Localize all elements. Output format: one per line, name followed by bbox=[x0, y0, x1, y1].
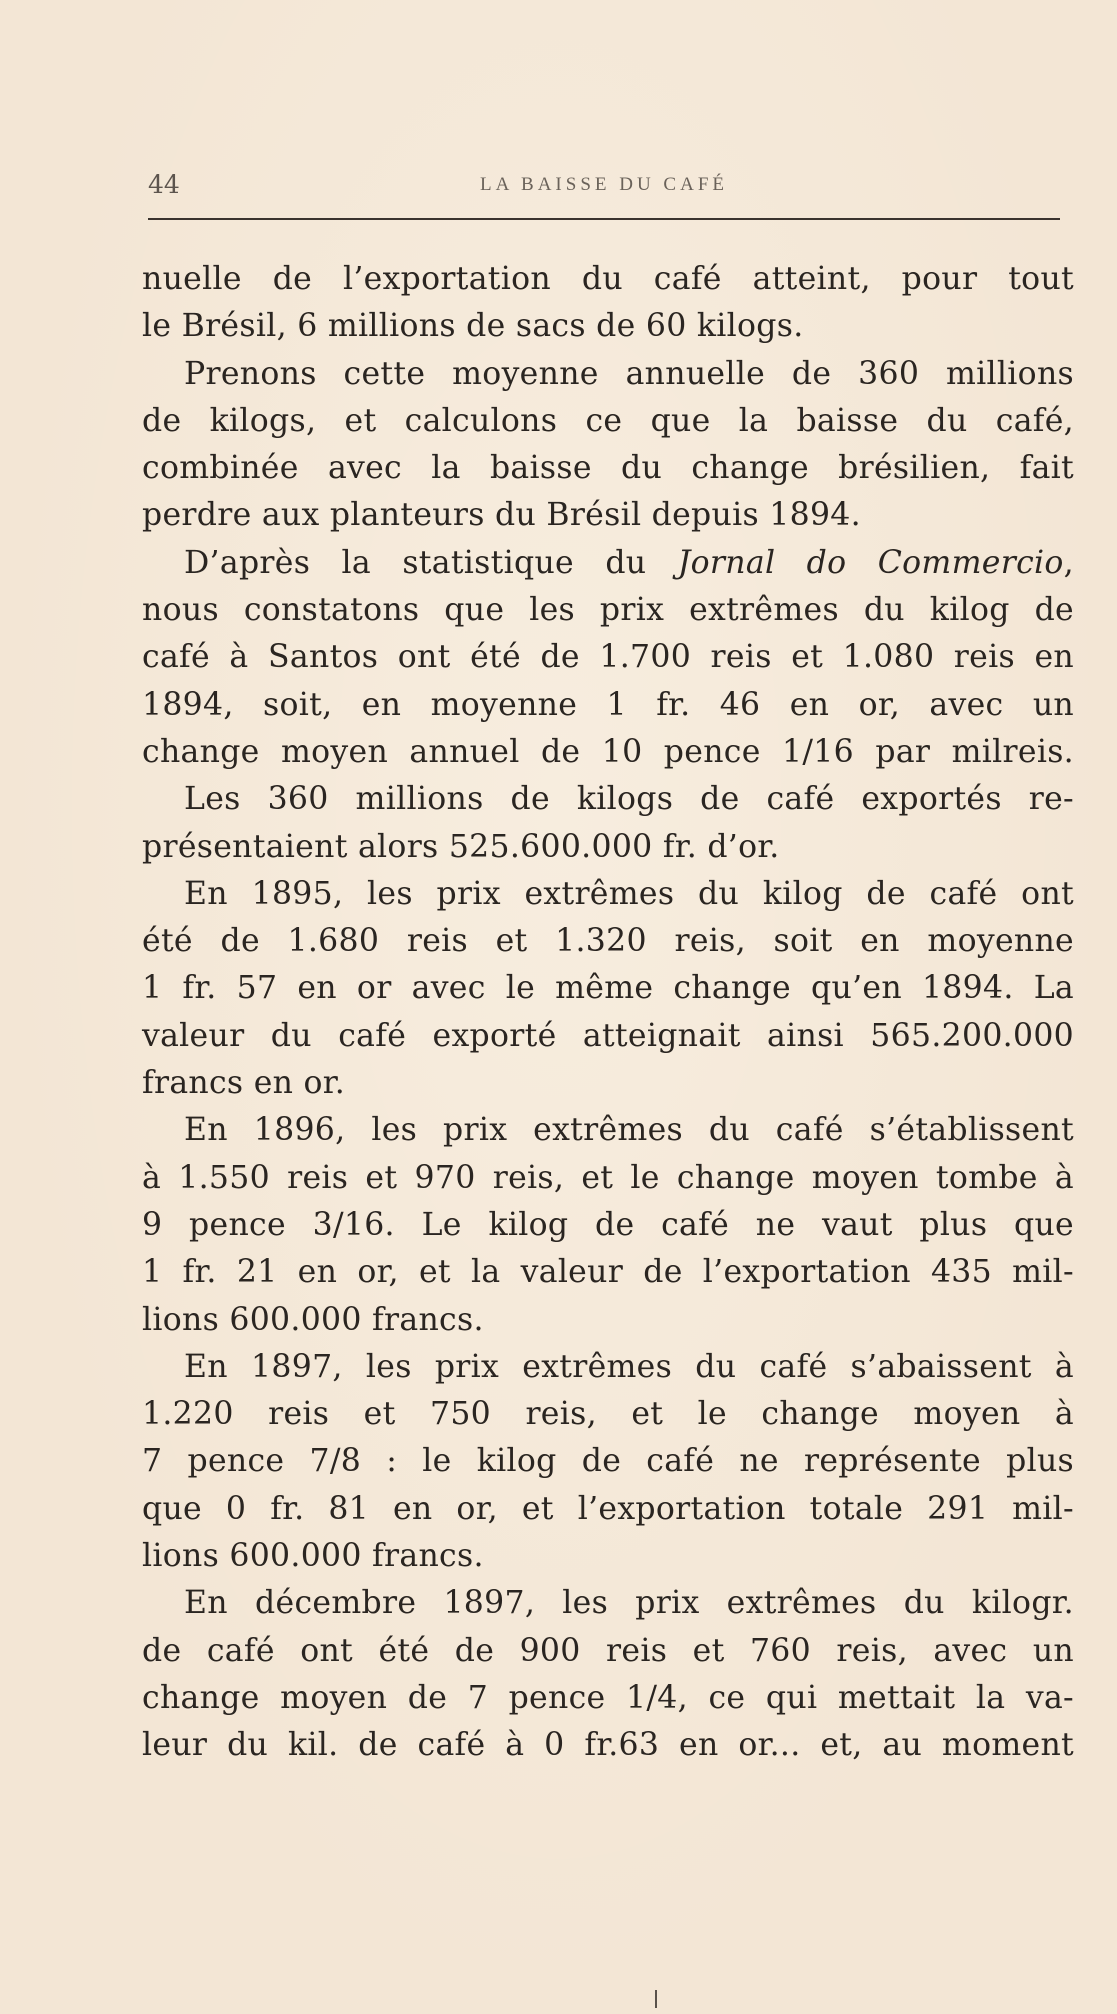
text-line: perdre aux planteurs du Brésil depuis 1894. bbox=[142, 497, 861, 534]
text-line: 1 fr. 57 en or avec le même change qu’en 1894. La bbox=[142, 970, 1074, 1007]
text-line: valeur du café exporté atteignait ainsi 565.200.000 bbox=[142, 1017, 1074, 1054]
text-line: En 1895, les prix extrêmes du kilog de café ont bbox=[184, 875, 1074, 912]
text-line: été de 1.680 reis et 1.320 reis, soit en moyenne bbox=[142, 923, 1074, 960]
text-line: En décembre 1897, les prix extrêmes du kilogr. bbox=[184, 1585, 1074, 1622]
page-header bbox=[148, 170, 1060, 210]
text-line: lions 600.000 francs. bbox=[142, 1301, 484, 1338]
text-line: 9 pence 3/16. Le kilog de café ne vaut plus que bbox=[142, 1206, 1074, 1243]
text-line: présentaient alors 525.600.000 fr. d’or. bbox=[142, 828, 780, 865]
text-line: En 1896, les prix extrêmes du café s’établissent bbox=[184, 1112, 1074, 1149]
print-mark bbox=[655, 1990, 657, 2008]
text-line: leur du kil. de café à 0 fr.63 en or... et, au moment bbox=[142, 1727, 1074, 1764]
text-line: combinée avec la baisse du change brésilien, fait bbox=[142, 450, 1074, 487]
text-line: nuelle de l’exportation du café atteint, pour tout bbox=[142, 261, 1074, 297]
text-line: 1894, soit, en moyenne 1 fr. 46 en or, avec un bbox=[142, 686, 1074, 723]
running-title: LA BAISSE DU CAFÉ bbox=[480, 174, 728, 195]
text-line: de kilogs, et calculons ce que la baisse du café, bbox=[142, 402, 1074, 439]
text-line: change moyen annuel de 10 pence 1/16 par milreis. bbox=[142, 733, 1074, 770]
header-rule bbox=[148, 218, 1060, 220]
text-line: que 0 fr. 81 en or, et l’exportation totale 291 mil- bbox=[142, 1490, 1074, 1527]
newspaper-title: Jornal do Commercio bbox=[677, 544, 1064, 581]
text-line: francs en or. bbox=[142, 1065, 346, 1102]
text-line: Les 360 millions de kilogs de café exportés re- bbox=[184, 781, 1074, 818]
text-line: à 1.550 reis et 970 reis, et le change moyen tombe à bbox=[142, 1159, 1074, 1196]
text-line: change moyen de 7 pence 1/4, ce qui mettait la va- bbox=[142, 1679, 1074, 1716]
text-line: 1.220 reis et 750 reis, et le change moyen à bbox=[142, 1396, 1074, 1433]
text-line: nous constatons que les prix extrêmes du kilog de bbox=[142, 592, 1074, 629]
text-line: café à Santos ont été de 1.700 reis et 1.080 reis en bbox=[142, 639, 1074, 676]
text-line: Prenons cette moyenne annuelle de 360 millions bbox=[184, 355, 1074, 392]
text-line-end: , bbox=[1063, 544, 1074, 581]
page-number: 44 bbox=[148, 170, 180, 199]
text-line: En 1897, les prix extrêmes du café s’abaissent à bbox=[184, 1348, 1074, 1385]
text-line: lions 600.000 francs. bbox=[142, 1538, 484, 1575]
text-line-start: D’après la statistique du bbox=[184, 544, 678, 581]
text-line: de café ont été de 900 reis et 760 reis, avec un bbox=[142, 1632, 1074, 1669]
text-line: 1 fr. 21 en or, et la valeur de l’exportation 435 mil- bbox=[142, 1254, 1074, 1291]
text-line-with-title bbox=[142, 540, 1074, 587]
text-line: le Brésil, 6 millions de sacs de 60 kilogs. bbox=[142, 308, 804, 345]
text-line: 7 pence 7/8 : le kilog de café ne représente plus bbox=[142, 1443, 1074, 1480]
body-text bbox=[142, 256, 1074, 1770]
